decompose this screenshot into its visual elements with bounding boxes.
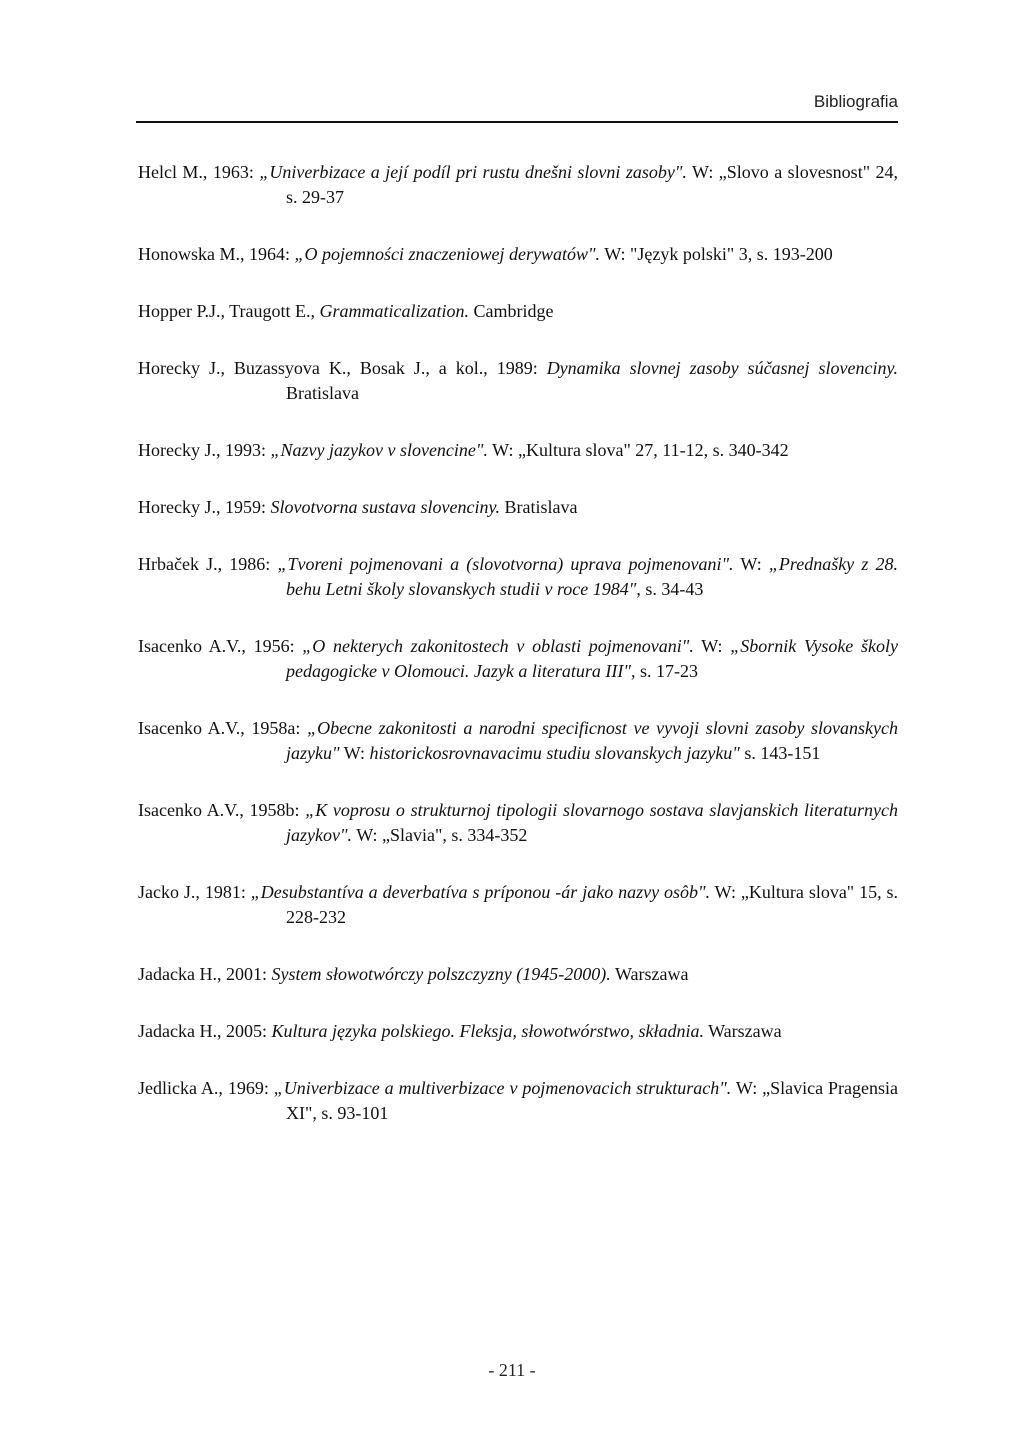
entry-source: Cambridge — [469, 301, 554, 321]
entry-title-secondary: „Prednašky z 28. behu Letni školy slovanskych studii v roce 1984" — [286, 554, 898, 599]
entry-title: „K voprosu o strukturnoj tipologii slovarnogo sostava slavjanskich literaturnych jazykov". — [286, 800, 898, 845]
entry-author: Isacenko A.V., 1958b: — [138, 800, 306, 820]
bibliography-entry — [138, 1019, 898, 1044]
entry-title: „O nekterych zakonitostech v oblasti pojmenovani". — [302, 636, 694, 656]
bibliography-entry — [138, 716, 898, 766]
bibliography-entry — [138, 160, 898, 210]
bibliography-list — [138, 160, 898, 1158]
entry-source: W: — [339, 743, 370, 763]
entry-source: W: „Slovo a slovesnost" 24, s. 29-37 — [286, 162, 898, 207]
bibliography-entry — [138, 242, 898, 267]
bibliography-entry — [138, 495, 898, 520]
bibliography-entry — [138, 880, 898, 930]
header-rule — [136, 121, 898, 123]
entry-title: „Univerbizace a multiverbizace v pojmenovacich strukturach". — [273, 1078, 732, 1098]
entry-title: Slovotvorna sustava slovenciny. — [270, 497, 500, 517]
entry-author: Jadacka H., 2001: — [138, 964, 272, 984]
bibliography-entry — [138, 356, 898, 406]
bibliography-entry — [138, 299, 898, 324]
entry-author: Isacenko A.V., 1956: — [138, 636, 303, 656]
entry-author: Honowska M., 1964: — [138, 244, 295, 264]
bibliography-entry — [138, 798, 898, 848]
entry-pages: , s. 17-23 — [630, 661, 698, 681]
entry-title: „Tvoreni pojmenovani a (slovotvorna) uprava pojmenovani". — [277, 554, 734, 574]
entry-author: Jadacka H., 2005: — [138, 1021, 272, 1041]
entry-author: Horecky J., Buzassyova K., Bosak J., a kol., 1989: — [138, 358, 547, 378]
entry-source: W: — [693, 636, 731, 656]
bibliography-entry — [138, 1076, 898, 1126]
bibliography-entry — [138, 634, 898, 684]
entry-author: Hopper P.J., Traugott E., — [138, 301, 320, 321]
entry-source: W: „Slavia", s. 334-352 — [352, 825, 528, 845]
entry-title: Grammaticalization. — [319, 301, 470, 321]
entry-pages: , s. 34-43 — [636, 579, 704, 599]
entry-title: „Univerbizace a její podíl pri rustu dnešni slovni zasoby". — [259, 162, 687, 182]
entry-author: Horecky J., 1993: — [138, 440, 271, 460]
entry-title: System słowotwórczy polszczyzny (1945-2000). — [271, 964, 611, 984]
entry-source: W: — [733, 554, 769, 574]
entry-title-secondary: historickosrovnavacimu studiu slovanskych jazyku" — [369, 743, 740, 763]
entry-author: Jacko J., 1981: — [138, 882, 251, 902]
bibliography-entry — [138, 962, 898, 987]
entry-source: Bratislava — [286, 383, 359, 403]
entry-source: W: „Kultura slova" 27, 11-12, s. 340-342 — [487, 440, 789, 460]
entry-title-secondary: „Sbornik Vysoke školy pedagogicke v Olomouci. Jazyk a literatura III" — [286, 636, 898, 681]
entry-pages: s. 143-151 — [739, 743, 821, 763]
entry-source: Warszawa — [703, 1021, 782, 1041]
entry-source: Warszawa — [610, 964, 689, 984]
entry-title: Dynamika slovnej zasoby súčasnej slovenciny. — [546, 358, 898, 378]
entry-source: W: „Slavica Pragensia XI", s. 93-101 — [286, 1078, 898, 1123]
bibliography-entry — [138, 438, 898, 463]
entry-title: „Nazvy jazykov v slovencine". — [270, 440, 488, 460]
entry-author: Horecky J., 1959: — [138, 497, 271, 517]
entry-source: W: „Kultura slova" 15, s. 228-232 — [286, 882, 898, 927]
entry-author: Isacenko A.V., 1958a: — [138, 718, 308, 738]
entry-title: Kultura języka polskiego. Fleksja, słowotwórstwo, składnia. — [271, 1021, 704, 1041]
entry-author: Helcl M., 1963: — [138, 162, 260, 182]
entry-source: W: "Język polski" 3, s. 193-200 — [600, 244, 833, 264]
entry-title: „Obecne zakonitosti a narodni specificnost ve vyvoji slovni zasoby slovanskych jazyku" — [286, 718, 898, 763]
entry-title: „O pojemności znaczeniowej derywatów". — [294, 244, 601, 264]
entry-author: Jedlicka A., 1969: — [138, 1078, 274, 1098]
entry-title: „Desubstantíva a deverbatíva s príponou -ár jako nazvy osôb". — [250, 882, 711, 902]
bibliography-entry — [138, 552, 898, 602]
entry-source: Bratislava — [499, 497, 578, 517]
page-number: - 211 - — [488, 1360, 536, 1380]
running-header: Bibliografia — [813, 92, 898, 111]
entry-author: Hrbaček J., 1986: — [138, 554, 278, 574]
